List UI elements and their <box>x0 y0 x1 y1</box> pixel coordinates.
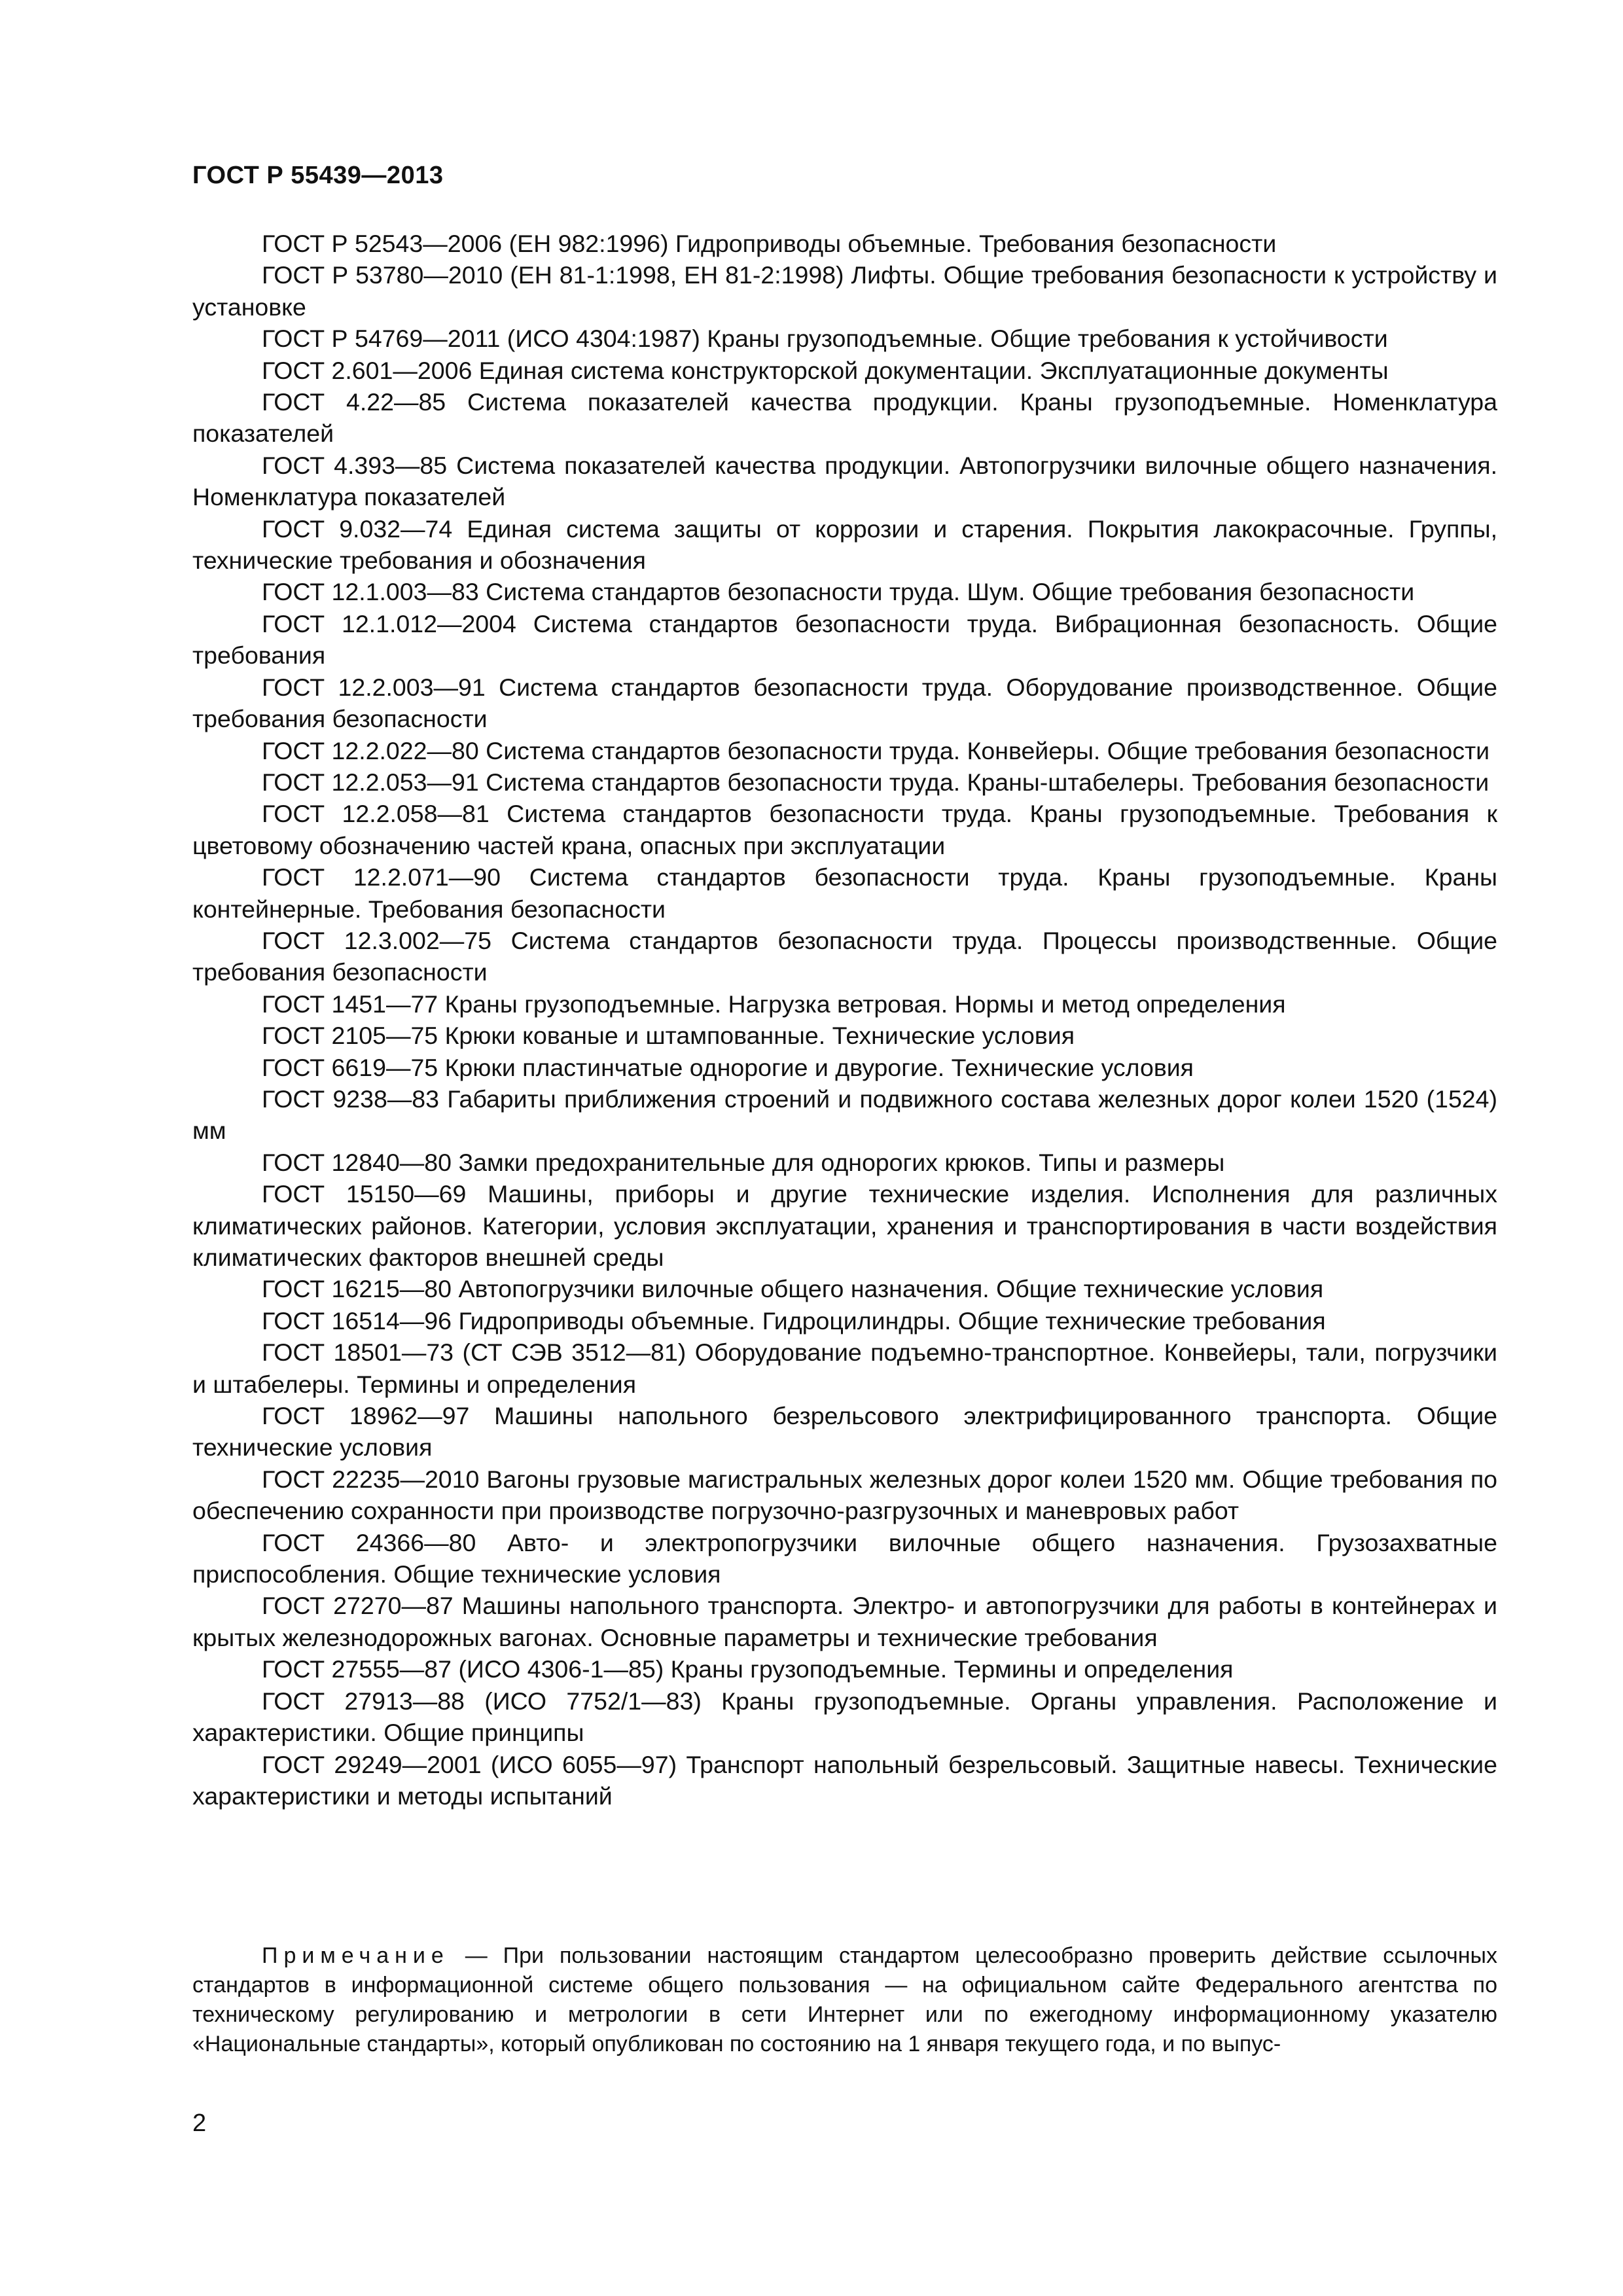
reference-item: ГОСТ 18962—97 Машины напольного безрельсового электрифицированного транспорта. Общие технические условия <box>192 1402 1497 1462</box>
reference-item: ГОСТ Р 54769—2011 (ИСО 4304:1987) Краны грузоподъемные. Общие требования к устойчивости <box>262 325 1388 353</box>
reference-item: ГОСТ 4.22—85 Система показателей качества продукции. Краны грузоподъемные. Номенклатура показателей <box>192 388 1497 448</box>
normative-references-list <box>192 228 1497 1812</box>
reference-item: ГОСТ 9238—83 Габариты приближения строений и подвижного состава железных дорог колеи 1520 (1524) мм <box>192 1085 1497 1145</box>
reference-item: ГОСТ 16215—80 Автопогрузчики вилочные общего назначения. Общие технические условия <box>262 1275 1324 1303</box>
page-number: 2 <box>192 2109 207 2137</box>
reference-item: ГОСТ 18501—73 (СТ СЭВ 3512—81) Оборудование подъемно-транспортное. Конвейеры, тали, погрузчики и штабелеры. Термины и определения <box>192 1338 1497 1398</box>
reference-item: ГОСТ 12.2.022—80 Система стандартов безопасности труда. Конвейеры. Общие требования безопасности <box>262 736 1490 764</box>
reference-item: ГОСТ 6619—75 Крюки пластинчатые однорогие и двурогие. Технические условия <box>262 1053 1194 1081</box>
reference-item: ГОСТ 2105—75 Крюки кованые и штампованные. Технические условия <box>262 1022 1075 1050</box>
reference-item: ГОСТ 12.1.003—83 Система стандартов безопасности труда. Шум. Общие требования безопасности <box>262 578 1415 606</box>
reference-item: ГОСТ 27555—87 (ИСО 4306-1—85) Краны грузоподъемные. Термины и определения <box>262 1655 1234 1683</box>
reference-item: ГОСТ 24366—80 Авто- и электропогрузчики вилочные общего назначения. Грузозахватные приспособления. Общие технические условия <box>192 1528 1497 1588</box>
reference-item: ГОСТ 12.3.002—75 Система стандартов безопасности труда. Процессы производственные. Общие требования безопасности <box>192 926 1497 986</box>
note-label: Примечание <box>262 1943 450 1968</box>
reference-item: ГОСТ 12.2.071—90 Система стандартов безопасности труда. Краны грузоподъемные. Краны контейнерные. Требования безопасности <box>192 863 1497 923</box>
reference-item: ГОСТ Р 52543—2006 (ЕН 982:1996) Гидроприводы объемные. Требования безопасности <box>262 230 1277 257</box>
reference-item: ГОСТ 12840—80 Замки предохранительные для однорогих крюков. Типы и размеры <box>262 1148 1225 1176</box>
reference-item: ГОСТ 27913—88 (ИСО 7752/1—83) Краны грузоподъемные. Органы управления. Расположение и характеристики. Общие принципы <box>192 1687 1497 1747</box>
reference-item: ГОСТ Р 53780—2010 (ЕН 81-1:1998, ЕН 81-2:1998) Лифты. Общие требования безопасности к устройству и установке <box>192 261 1497 321</box>
reference-item: ГОСТ 2.601—2006 Единая система конструкторской документации. Эксплуатационные документы <box>262 356 1389 384</box>
reference-item: ГОСТ 9.032—74 Единая система защиты от коррозии и старения. Покрытия лакокрасочные. Группы, технические требования и обозначения <box>192 514 1497 575</box>
reference-item: ГОСТ 15150—69 Машины, приборы и другие технические изделия. Исполнения для различных климатических районов. Категории, условия эксплуатации, хранения и транспортирования в части воздействия климатических факторов внешней среды <box>192 1180 1497 1271</box>
note-dash: — <box>449 1943 503 1968</box>
reference-item: ГОСТ 1451—77 Краны грузоподъемные. Нагрузка ветровая. Нормы и метод определения <box>262 990 1286 1018</box>
reference-item: ГОСТ 12.2.058—81 Система стандартов безопасности труда. Краны грузоподъемные. Требования к цветовому обозначению частей крана, опасных при эксплуатации <box>192 800 1497 859</box>
reference-item: ГОСТ 22235—2010 Вагоны грузовые магистральных железных дорог колеи 1520 мм. Общие требования по обеспечению сохранности при производстве погрузочно-разгрузочных и маневровых работ <box>192 1465 1497 1525</box>
reference-item: ГОСТ 12.2.003—91 Система стандартов безопасности труда. Оборудование производственное. Общие требования безопасности <box>192 673 1497 733</box>
reference-item: ГОСТ 27270—87 Машины напольного транспорта. Электро- и автопогрузчики для работы в контейнерах и крытых железнодорожных вагонах. Основные параметры и технические требования <box>192 1592 1497 1651</box>
reference-item: ГОСТ 29249—2001 (ИСО 6055—97) Транспорт напольный безрельсовый. Защитные навесы. Технические характеристики и методы испытаний <box>192 1750 1497 1810</box>
document-code-header: ГОСТ Р 55439—2013 <box>192 162 444 189</box>
note-paragraph <box>192 1941 1497 2059</box>
reference-item: ГОСТ 12.2.053—91 Система стандартов безопасности труда. Краны-штабелеры. Требования безопасности <box>262 768 1489 796</box>
reference-item: ГОСТ 12.1.012—2004 Система стандартов безопасности труда. Вибрационная безопасность. Общие требования <box>192 609 1497 670</box>
reference-item: ГОСТ 16514—96 Гидроприводы объемные. Гидроцилиндры. Общие технические требования <box>262 1306 1326 1335</box>
reference-item: ГОСТ 4.393—85 Система показателей качества продукции. Автопогрузчики вилочные общего назначения. Номенклатура показателей <box>192 451 1497 511</box>
note-text: При пользовании настоящим стандартом целесообразно проверить действие ссылочных стандартов в информационной системе общего пользования — на официальном сайте Федерального агентства по техническому регулированию и метрологии в сети Интернет или по ежегодному информационному указателю «Национальные стандарты», который опубликован по состоянию на 1 января текущего года, и по выпус- <box>192 1943 1497 2056</box>
